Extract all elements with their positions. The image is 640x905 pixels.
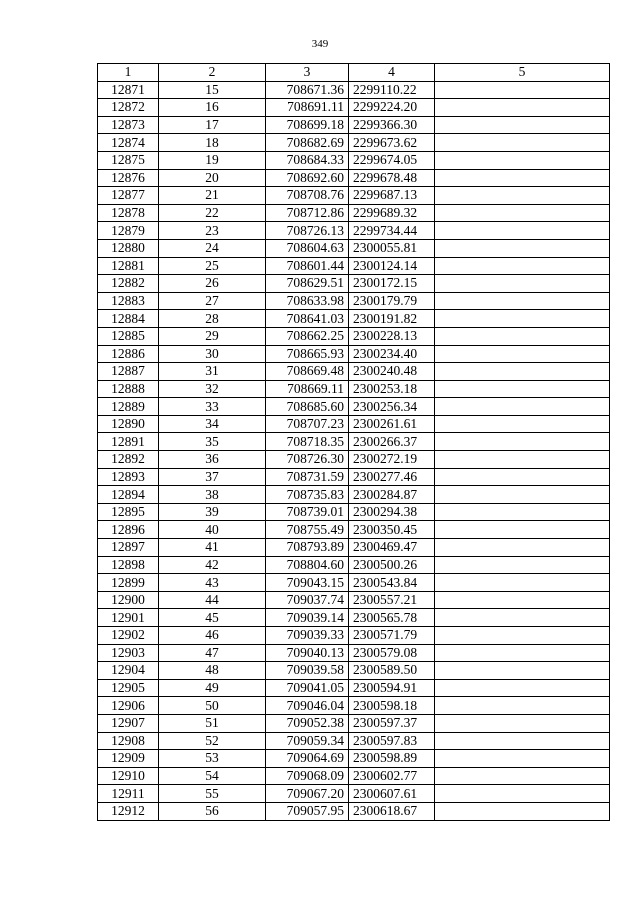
table-row bbox=[98, 380, 610, 398]
note-cell bbox=[435, 398, 610, 416]
table-row bbox=[98, 433, 610, 451]
x-coordinate-cell: 708718.35 bbox=[266, 433, 349, 451]
point-number-cell: 53 bbox=[159, 750, 266, 768]
y-coordinate-cell: 2299673.62 bbox=[349, 134, 435, 152]
x-coordinate-cell: 708755.49 bbox=[266, 521, 349, 539]
table-row bbox=[98, 802, 610, 820]
note-cell bbox=[435, 239, 610, 257]
y-coordinate-cell: 2300598.18 bbox=[349, 697, 435, 715]
point-number-cell: 51 bbox=[159, 714, 266, 732]
table-row bbox=[98, 134, 610, 152]
note-cell bbox=[435, 99, 610, 117]
x-coordinate-cell: 709068.09 bbox=[266, 767, 349, 785]
y-coordinate-cell: 2300266.37 bbox=[349, 433, 435, 451]
y-coordinate-cell: 2299734.44 bbox=[349, 222, 435, 240]
table-row bbox=[98, 451, 610, 469]
row-number-cell: 12903 bbox=[98, 644, 159, 662]
note-cell bbox=[435, 222, 610, 240]
table-row bbox=[98, 591, 610, 609]
column-header-2: 2 bbox=[159, 64, 266, 82]
x-coordinate-cell: 709067.20 bbox=[266, 785, 349, 803]
y-coordinate-cell: 2300602.77 bbox=[349, 767, 435, 785]
note-cell bbox=[435, 345, 610, 363]
note-cell bbox=[435, 486, 610, 504]
column-header-4: 4 bbox=[349, 64, 435, 82]
y-coordinate-cell: 2300598.89 bbox=[349, 750, 435, 768]
x-coordinate-cell: 709039.14 bbox=[266, 609, 349, 627]
row-number-cell: 12876 bbox=[98, 169, 159, 187]
y-coordinate-cell: 2300543.84 bbox=[349, 574, 435, 592]
note-cell bbox=[435, 151, 610, 169]
point-number-cell: 54 bbox=[159, 767, 266, 785]
point-number-cell: 37 bbox=[159, 468, 266, 486]
note-cell bbox=[435, 802, 610, 820]
point-number-cell: 41 bbox=[159, 539, 266, 557]
table-row bbox=[98, 239, 610, 257]
row-number-cell: 12904 bbox=[98, 662, 159, 680]
y-coordinate-cell: 2300253.18 bbox=[349, 380, 435, 398]
x-coordinate-cell: 708731.59 bbox=[266, 468, 349, 486]
note-cell bbox=[435, 468, 610, 486]
row-number-cell: 12912 bbox=[98, 802, 159, 820]
x-coordinate-cell: 709057.95 bbox=[266, 802, 349, 820]
y-coordinate-cell: 2300234.40 bbox=[349, 345, 435, 363]
note-cell bbox=[435, 767, 610, 785]
point-number-cell: 20 bbox=[159, 169, 266, 187]
row-number-cell: 12892 bbox=[98, 451, 159, 469]
row-number-cell: 12895 bbox=[98, 503, 159, 521]
point-number-cell: 30 bbox=[159, 345, 266, 363]
point-number-cell: 26 bbox=[159, 275, 266, 293]
note-cell bbox=[435, 415, 610, 433]
row-number-cell: 12893 bbox=[98, 468, 159, 486]
x-coordinate-cell: 708804.60 bbox=[266, 556, 349, 574]
y-coordinate-cell: 2299366.30 bbox=[349, 116, 435, 134]
y-coordinate-cell: 2300597.83 bbox=[349, 732, 435, 750]
note-cell bbox=[435, 81, 610, 99]
column-header-3: 3 bbox=[266, 64, 349, 82]
point-number-cell: 40 bbox=[159, 521, 266, 539]
x-coordinate-cell: 708726.30 bbox=[266, 451, 349, 469]
row-number-cell: 12901 bbox=[98, 609, 159, 627]
row-number-cell: 12887 bbox=[98, 363, 159, 381]
table-row bbox=[98, 204, 610, 222]
x-coordinate-cell: 708793.89 bbox=[266, 539, 349, 557]
row-number-cell: 12889 bbox=[98, 398, 159, 416]
row-number-cell: 12898 bbox=[98, 556, 159, 574]
column-header-1: 1 bbox=[98, 64, 159, 82]
table-row bbox=[98, 627, 610, 645]
y-coordinate-cell: 2300618.67 bbox=[349, 802, 435, 820]
point-number-cell: 33 bbox=[159, 398, 266, 416]
x-coordinate-cell: 708641.03 bbox=[266, 310, 349, 328]
x-coordinate-cell: 709046.04 bbox=[266, 697, 349, 715]
x-coordinate-cell: 709039.33 bbox=[266, 627, 349, 645]
y-coordinate-cell: 2300597.37 bbox=[349, 714, 435, 732]
point-number-cell: 44 bbox=[159, 591, 266, 609]
table-row bbox=[98, 679, 610, 697]
note-cell bbox=[435, 609, 610, 627]
point-number-cell: 15 bbox=[159, 81, 266, 99]
table-row bbox=[98, 169, 610, 187]
y-coordinate-cell: 2300571.79 bbox=[349, 627, 435, 645]
point-number-cell: 16 bbox=[159, 99, 266, 117]
row-number-cell: 12907 bbox=[98, 714, 159, 732]
y-coordinate-cell: 2300294.38 bbox=[349, 503, 435, 521]
x-coordinate-cell: 708669.48 bbox=[266, 363, 349, 381]
x-coordinate-cell: 709039.58 bbox=[266, 662, 349, 680]
x-coordinate-cell: 708604.63 bbox=[266, 239, 349, 257]
page-number: 349 bbox=[311, 38, 329, 50]
x-coordinate-cell: 708682.69 bbox=[266, 134, 349, 152]
note-cell bbox=[435, 204, 610, 222]
point-number-cell: 34 bbox=[159, 415, 266, 433]
note-cell bbox=[435, 556, 610, 574]
y-coordinate-cell: 2300191.82 bbox=[349, 310, 435, 328]
row-number-cell: 12905 bbox=[98, 679, 159, 697]
row-number-cell: 12886 bbox=[98, 345, 159, 363]
x-coordinate-cell: 708633.98 bbox=[266, 292, 349, 310]
row-number-cell: 12891 bbox=[98, 433, 159, 451]
point-number-cell: 49 bbox=[159, 679, 266, 697]
y-coordinate-cell: 2300256.34 bbox=[349, 398, 435, 416]
row-number-cell: 12883 bbox=[98, 292, 159, 310]
table-row bbox=[98, 151, 610, 169]
table-row bbox=[98, 187, 610, 205]
row-number-cell: 12877 bbox=[98, 187, 159, 205]
row-number-cell: 12879 bbox=[98, 222, 159, 240]
note-cell bbox=[435, 310, 610, 328]
x-coordinate-cell: 708601.44 bbox=[266, 257, 349, 275]
note-cell bbox=[435, 327, 610, 345]
row-number-cell: 12899 bbox=[98, 574, 159, 592]
note-cell bbox=[435, 627, 610, 645]
note-cell bbox=[435, 292, 610, 310]
x-coordinate-cell: 708712.86 bbox=[266, 204, 349, 222]
row-number-cell: 12881 bbox=[98, 257, 159, 275]
y-coordinate-cell: 2300557.21 bbox=[349, 591, 435, 609]
y-coordinate-cell: 2299674.05 bbox=[349, 151, 435, 169]
row-number-cell: 12878 bbox=[98, 204, 159, 222]
note-cell bbox=[435, 750, 610, 768]
point-number-cell: 47 bbox=[159, 644, 266, 662]
point-number-cell: 48 bbox=[159, 662, 266, 680]
row-number-cell: 12884 bbox=[98, 310, 159, 328]
note-cell bbox=[435, 679, 610, 697]
row-number-cell: 12897 bbox=[98, 539, 159, 557]
note-cell bbox=[435, 574, 610, 592]
row-number-cell: 12911 bbox=[98, 785, 159, 803]
x-coordinate-cell: 708684.33 bbox=[266, 151, 349, 169]
table-row bbox=[98, 556, 610, 574]
row-number-cell: 12880 bbox=[98, 239, 159, 257]
table-row bbox=[98, 697, 610, 715]
point-number-cell: 17 bbox=[159, 116, 266, 134]
table-row bbox=[98, 327, 610, 345]
x-coordinate-cell: 709064.69 bbox=[266, 750, 349, 768]
point-number-cell: 56 bbox=[159, 802, 266, 820]
note-cell bbox=[435, 451, 610, 469]
table-row bbox=[98, 732, 610, 750]
x-coordinate-cell: 709040.13 bbox=[266, 644, 349, 662]
note-cell bbox=[435, 433, 610, 451]
note-cell bbox=[435, 662, 610, 680]
table-row bbox=[98, 486, 610, 504]
point-number-cell: 29 bbox=[159, 327, 266, 345]
note-cell bbox=[435, 539, 610, 557]
x-coordinate-cell: 708692.60 bbox=[266, 169, 349, 187]
point-number-cell: 22 bbox=[159, 204, 266, 222]
row-number-cell: 12908 bbox=[98, 732, 159, 750]
row-number-cell: 12885 bbox=[98, 327, 159, 345]
table-row bbox=[98, 574, 610, 592]
row-number-cell: 12890 bbox=[98, 415, 159, 433]
note-cell bbox=[435, 644, 610, 662]
x-coordinate-cell: 708665.93 bbox=[266, 345, 349, 363]
x-coordinate-cell: 708739.01 bbox=[266, 503, 349, 521]
note-cell bbox=[435, 257, 610, 275]
x-coordinate-cell: 708735.83 bbox=[266, 486, 349, 504]
table-row bbox=[98, 116, 610, 134]
x-coordinate-cell: 709043.15 bbox=[266, 574, 349, 592]
note-cell bbox=[435, 521, 610, 539]
y-coordinate-cell: 2300589.50 bbox=[349, 662, 435, 680]
row-number-cell: 12906 bbox=[98, 697, 159, 715]
point-number-cell: 35 bbox=[159, 433, 266, 451]
x-coordinate-cell: 708629.51 bbox=[266, 275, 349, 293]
y-coordinate-cell: 2300594.91 bbox=[349, 679, 435, 697]
table-header-row bbox=[98, 64, 610, 82]
row-number-cell: 12875 bbox=[98, 151, 159, 169]
point-number-cell: 27 bbox=[159, 292, 266, 310]
point-number-cell: 52 bbox=[159, 732, 266, 750]
x-coordinate-cell: 708699.18 bbox=[266, 116, 349, 134]
y-coordinate-cell: 2300179.79 bbox=[349, 292, 435, 310]
table-row bbox=[98, 468, 610, 486]
row-number-cell: 12909 bbox=[98, 750, 159, 768]
table-row bbox=[98, 99, 610, 117]
point-number-cell: 21 bbox=[159, 187, 266, 205]
point-number-cell: 31 bbox=[159, 363, 266, 381]
row-number-cell: 12902 bbox=[98, 627, 159, 645]
table-row bbox=[98, 363, 610, 381]
y-coordinate-cell: 2300469.47 bbox=[349, 539, 435, 557]
note-cell bbox=[435, 714, 610, 732]
row-number-cell: 12871 bbox=[98, 81, 159, 99]
x-coordinate-cell: 708662.25 bbox=[266, 327, 349, 345]
table-row bbox=[98, 750, 610, 768]
y-coordinate-cell: 2299689.32 bbox=[349, 204, 435, 222]
y-coordinate-cell: 2300124.14 bbox=[349, 257, 435, 275]
x-coordinate-cell: 708671.36 bbox=[266, 81, 349, 99]
note-cell bbox=[435, 134, 610, 152]
note-cell bbox=[435, 275, 610, 293]
y-coordinate-cell: 2300500.26 bbox=[349, 556, 435, 574]
point-number-cell: 23 bbox=[159, 222, 266, 240]
y-coordinate-cell: 2300055.81 bbox=[349, 239, 435, 257]
row-number-cell: 12873 bbox=[98, 116, 159, 134]
y-coordinate-cell: 2299687.13 bbox=[349, 187, 435, 205]
y-coordinate-cell: 2300272.19 bbox=[349, 451, 435, 469]
point-number-cell: 55 bbox=[159, 785, 266, 803]
note-cell bbox=[435, 116, 610, 134]
row-number-cell: 12888 bbox=[98, 380, 159, 398]
note-cell bbox=[435, 363, 610, 381]
table-row bbox=[98, 609, 610, 627]
y-coordinate-cell: 2299678.48 bbox=[349, 169, 435, 187]
table-row bbox=[98, 503, 610, 521]
point-number-cell: 42 bbox=[159, 556, 266, 574]
note-cell bbox=[435, 503, 610, 521]
y-coordinate-cell: 2300579.08 bbox=[349, 644, 435, 662]
column-header-5: 5 bbox=[435, 64, 610, 82]
point-number-cell: 25 bbox=[159, 257, 266, 275]
row-number-cell: 12874 bbox=[98, 134, 159, 152]
row-number-cell: 12910 bbox=[98, 767, 159, 785]
table-row bbox=[98, 415, 610, 433]
point-number-cell: 18 bbox=[159, 134, 266, 152]
x-coordinate-cell: 709037.74 bbox=[266, 591, 349, 609]
y-coordinate-cell: 2300261.61 bbox=[349, 415, 435, 433]
row-number-cell: 12872 bbox=[98, 99, 159, 117]
row-number-cell: 12894 bbox=[98, 486, 159, 504]
y-coordinate-cell: 2300284.87 bbox=[349, 486, 435, 504]
row-number-cell: 12900 bbox=[98, 591, 159, 609]
note-cell bbox=[435, 380, 610, 398]
table-row bbox=[98, 292, 610, 310]
y-coordinate-cell: 2299224.20 bbox=[349, 99, 435, 117]
table-row bbox=[98, 310, 610, 328]
point-number-cell: 39 bbox=[159, 503, 266, 521]
table-row bbox=[98, 521, 610, 539]
y-coordinate-cell: 2300565.78 bbox=[349, 609, 435, 627]
x-coordinate-cell: 708669.11 bbox=[266, 380, 349, 398]
x-coordinate-cell: 708708.76 bbox=[266, 187, 349, 205]
table-row bbox=[98, 539, 610, 557]
y-coordinate-cell: 2300277.46 bbox=[349, 468, 435, 486]
x-coordinate-cell: 708726.13 bbox=[266, 222, 349, 240]
y-coordinate-cell: 2299110.22 bbox=[349, 81, 435, 99]
x-coordinate-cell: 708691.11 bbox=[266, 99, 349, 117]
table-row bbox=[98, 714, 610, 732]
y-coordinate-cell: 2300607.61 bbox=[349, 785, 435, 803]
note-cell bbox=[435, 785, 610, 803]
note-cell bbox=[435, 169, 610, 187]
point-number-cell: 46 bbox=[159, 627, 266, 645]
point-number-cell: 43 bbox=[159, 574, 266, 592]
x-coordinate-cell: 709041.05 bbox=[266, 679, 349, 697]
note-cell bbox=[435, 732, 610, 750]
note-cell bbox=[435, 591, 610, 609]
row-number-cell: 12896 bbox=[98, 521, 159, 539]
table-row bbox=[98, 785, 610, 803]
coordinates-table bbox=[97, 63, 610, 821]
point-number-cell: 24 bbox=[159, 239, 266, 257]
table-row bbox=[98, 81, 610, 99]
table-row bbox=[98, 644, 610, 662]
table-row bbox=[98, 257, 610, 275]
y-coordinate-cell: 2300228.13 bbox=[349, 327, 435, 345]
note-cell bbox=[435, 697, 610, 715]
table-row bbox=[98, 767, 610, 785]
table-row bbox=[98, 398, 610, 416]
table-row bbox=[98, 345, 610, 363]
point-number-cell: 45 bbox=[159, 609, 266, 627]
row-number-cell: 12882 bbox=[98, 275, 159, 293]
table-row bbox=[98, 275, 610, 293]
table-row bbox=[98, 222, 610, 240]
note-cell bbox=[435, 187, 610, 205]
x-coordinate-cell: 709059.34 bbox=[266, 732, 349, 750]
y-coordinate-cell: 2300240.48 bbox=[349, 363, 435, 381]
point-number-cell: 50 bbox=[159, 697, 266, 715]
point-number-cell: 38 bbox=[159, 486, 266, 504]
point-number-cell: 36 bbox=[159, 451, 266, 469]
x-coordinate-cell: 708707.23 bbox=[266, 415, 349, 433]
y-coordinate-cell: 2300172.15 bbox=[349, 275, 435, 293]
table-body bbox=[98, 81, 610, 820]
point-number-cell: 28 bbox=[159, 310, 266, 328]
x-coordinate-cell: 709052.38 bbox=[266, 714, 349, 732]
x-coordinate-cell: 708685.60 bbox=[266, 398, 349, 416]
y-coordinate-cell: 2300350.45 bbox=[349, 521, 435, 539]
point-number-cell: 32 bbox=[159, 380, 266, 398]
point-number-cell: 19 bbox=[159, 151, 266, 169]
table-row bbox=[98, 662, 610, 680]
